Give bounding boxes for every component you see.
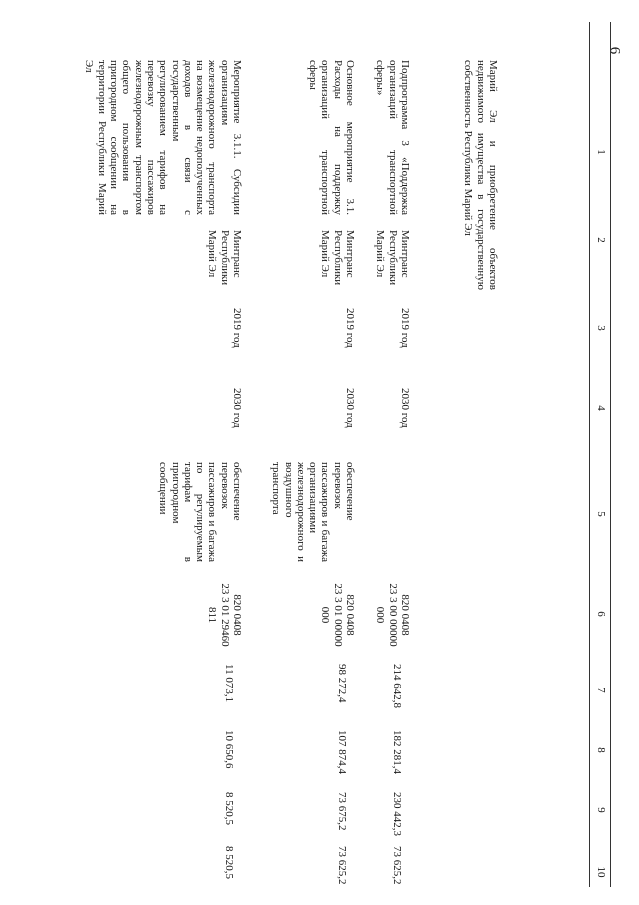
- main-activity-3-1-budget-code: 820 0408 23 3 01 00000 000: [319, 583, 356, 647]
- table-row-continuation-name: Марий Эл и приобретение объектов недвижимого имущества в государственную собственность Республики Марий Эл: [462, 60, 499, 290]
- activity-3-1-1-start: 2019 год: [231, 308, 243, 348]
- activity-3-1-1-col10: 8 520,5: [223, 846, 235, 879]
- main-activity-3-1-col10: 73 625,2: [336, 846, 348, 885]
- column-number: 6: [595, 611, 607, 617]
- main-activity-3-1-end: 2030 год: [344, 388, 356, 428]
- main-activity-3-1-start: 2019 год: [344, 308, 356, 348]
- activity-3-1-1-col7: 11 073,1: [223, 664, 235, 703]
- column-number: 2: [595, 237, 607, 243]
- activity-3-1-1-end: 2030 год: [231, 388, 243, 428]
- column-number: 10: [595, 866, 607, 878]
- column-number: 7: [595, 687, 607, 693]
- activity-3-1-1-executor: Минтранс Республики Марий Эл: [206, 230, 243, 286]
- column-number: 1: [595, 149, 607, 155]
- subprogram-3-col7: 214 642,8: [391, 664, 403, 708]
- subprogram-3-executor: Минтранс Республики Марий Эл: [374, 230, 411, 286]
- activity-3-1-1-col8: 10 650,6: [223, 730, 235, 769]
- subprogram-3-end: 2030 год: [399, 388, 411, 428]
- subprogram-3-name: Подпрограмма 3 «Поддержка организаций транспортной сферы»: [374, 60, 411, 215]
- subprogram-3-start: 2019 год: [399, 308, 411, 348]
- column-number: 9: [595, 807, 607, 813]
- column-number-header: [589, 22, 611, 887]
- main-activity-3-1-executor: Минтранс Республики Марий Эл: [319, 230, 356, 286]
- activity-3-1-1-result: обеспечение перевозок пассажиров и багажа по регулируемым тарифам в пригородном сообщении: [157, 462, 243, 562]
- subprogram-3-col9: 230 442,3: [391, 792, 403, 836]
- column-number: 5: [595, 511, 607, 517]
- main-activity-3-1-name: Основное мероприятие 3.1. Расходы на поддержку организаций транспортной сферы: [307, 60, 356, 215]
- column-number: 3: [595, 325, 607, 331]
- budget-table: [83, 22, 611, 887]
- main-activity-3-1-result: обеспечение перевозок пассажиров и багажа организациями железнодорожного и воздушного транспорта: [270, 462, 356, 562]
- main-activity-3-1-col8: 107 874,4: [336, 730, 348, 774]
- activity-3-1-1-name: Мероприятие 3.1.1. Субсидии организациям железнодорожного транспорта на возмещение недополученных доходов в связи с государственным регулированием тарифов на перевозку пассажиров железнодорожным транспортом общего пользования в пригородном сообщении на территории Республики Марий Эл: [83, 60, 243, 215]
- subprogram-3-col8: 182 281,4: [391, 730, 403, 774]
- main-activity-3-1-col7: 98 272,4: [336, 664, 348, 703]
- column-number: 4: [595, 405, 607, 411]
- activity-3-1-1-col9: 8 520,5: [223, 792, 235, 825]
- activity-3-1-1-budget-code: 820 0408 23 3 01 29460 811: [206, 583, 243, 647]
- subprogram-3-col10: 73 625,2: [391, 846, 403, 885]
- main-activity-3-1-col9: 73 675,2: [336, 792, 348, 831]
- subprogram-3-budget-code: 820 0408 23 3 00 00000 000: [374, 583, 411, 647]
- page-number: 6: [605, 46, 622, 55]
- column-number: 8: [595, 747, 607, 753]
